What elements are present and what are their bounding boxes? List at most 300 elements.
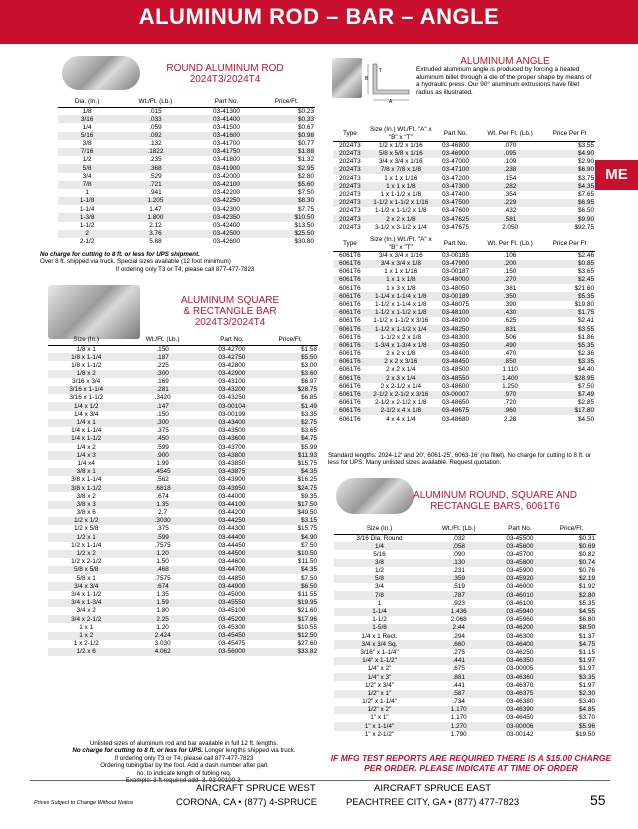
table-cell: 3/8 x 2	[76, 492, 96, 500]
table-row	[48, 509, 318, 517]
table-cell: 6061T6	[339, 268, 361, 276]
table-row	[334, 714, 596, 722]
table-cell: 2 x 2 x 1/8	[386, 350, 416, 358]
round-rod-note: Over 8 ft. shipped via truck. Special sizes available (12 foot minimum)	[40, 258, 231, 266]
table-cell: 2 x 2 x 1/8	[367, 215, 435, 223]
table-cell: 1-1/2 x 1-1/2 x 1/8	[367, 309, 435, 317]
table-cell: 03-43850	[218, 459, 246, 467]
table-row	[333, 199, 595, 207]
table-cell: 03-47625	[435, 215, 476, 223]
table-cell: 3-1/2 x 3-1/2 x 1/4	[375, 223, 427, 231]
table-cell: 03-42000	[212, 172, 240, 180]
table-cell: .368	[116, 164, 194, 172]
table-cell: .625	[503, 317, 517, 325]
table-cell: 1/8 x 2	[48, 370, 124, 378]
table-cell: 1 x 1 x 1/16	[384, 174, 418, 182]
table-row	[333, 309, 595, 317]
table-cell: .960	[476, 407, 544, 415]
table-cell: 03-43600	[201, 435, 263, 443]
table-cell: $6.85	[301, 394, 317, 402]
table-cell: $7.50	[578, 382, 594, 390]
table-cell: 03-48600	[442, 382, 470, 390]
diagram-label-t: T	[379, 68, 383, 74]
table-cell: $4.90	[263, 533, 318, 541]
diagram-label-b: B	[365, 76, 369, 82]
table-cell: 03-41600	[195, 132, 259, 140]
round-rod-title-line1: ROUND ALUMINUM ROD	[166, 63, 284, 74]
square-bar-note: Unlisted sizes of aluminum rod and bar available in full 12 ft. lengths.	[89, 740, 279, 747]
table-cell: $10.50	[258, 213, 315, 221]
table-cell: $21.60	[574, 284, 594, 292]
table-cell: 7/16	[58, 148, 116, 156]
table-cell: $4.85	[547, 706, 596, 714]
table-row	[48, 533, 318, 541]
table-row	[58, 197, 315, 205]
square-bar-title	[145, 295, 315, 328]
table-cell: $3.70	[579, 714, 595, 722]
table-cell: .225	[156, 361, 169, 369]
col-header: Wt./Ft. (Lb.)	[425, 523, 492, 534]
table-row	[334, 649, 596, 657]
table-cell: .106	[503, 252, 517, 260]
table-cell: 1.50	[156, 558, 169, 566]
table-cell: $3.55	[578, 142, 594, 150]
square-bar-notes	[34, 740, 334, 784]
table-cell: $0.74	[547, 559, 596, 567]
table-cell: .381	[503, 284, 517, 292]
table-cell: 2024T3	[333, 215, 367, 223]
table-row	[48, 623, 318, 631]
table-cell: 7/8 x 7/8 x 1/8	[367, 166, 435, 174]
table-row	[333, 374, 595, 382]
table-cell: .720	[503, 399, 517, 407]
angle-description: Extruded aluminum angle is produced by forcing a heated aluminum billet through a die of the proper shape by means of a hydraulic press. Our 90° aluminum extrusions have fillet radius as illustrated.	[416, 66, 592, 96]
table-cell: .354	[503, 190, 517, 198]
table-cell: $1.88	[258, 148, 315, 156]
table-cell: .470	[503, 350, 517, 358]
table-cell: 03-46400	[492, 640, 547, 648]
angle-2024-table	[333, 126, 595, 232]
table-cell: 03-45500	[506, 534, 534, 542]
table-cell: 03-00007	[435, 391, 476, 399]
table-header-row	[333, 236, 595, 252]
table-cell: 3/8 x 1-1/2	[48, 484, 124, 492]
table-row	[48, 460, 318, 468]
table-cell: 03-45200	[201, 615, 263, 623]
round-rod-notes	[40, 251, 330, 273]
table-row	[333, 207, 595, 215]
table-cell: 1/8	[82, 107, 92, 115]
table-cell: 3/16 Dia. Round	[356, 534, 403, 542]
table-cell: .519	[452, 583, 465, 591]
table-cell: .300	[124, 419, 200, 427]
table-cell: $5.35	[544, 292, 595, 300]
table-cell: $92.75	[574, 223, 594, 231]
table-cell: 2.12	[149, 221, 162, 229]
table-cell: 3/4	[82, 172, 92, 180]
table-cell: 4 x 4 x 1/4	[386, 415, 416, 423]
table-cell: 03-43900	[218, 476, 246, 484]
round-rod-note: If ordering only T3 or T4, please call 877-477-7823	[115, 265, 255, 273]
table-cell: $3.60	[263, 370, 318, 378]
table-cell: 1	[85, 189, 89, 197]
table-cell: $15.75	[297, 525, 317, 533]
table-cell: $5.96	[547, 722, 596, 730]
table-cell: 1.790	[450, 730, 467, 738]
table-cell: .562	[156, 476, 169, 484]
table-cell: 03-47500	[435, 199, 476, 207]
table-cell: 03-44450	[218, 541, 246, 549]
table-cell: $3.75	[578, 174, 594, 182]
table-cell: 3/4 x 3/4 Sq.	[334, 640, 425, 648]
table-cell: 5/8 x 5/8	[48, 566, 124, 574]
table-cell: 03-46010	[492, 591, 547, 599]
table-cell: 03-48450	[435, 358, 476, 366]
table-row	[334, 690, 596, 698]
table-row	[333, 366, 595, 374]
table-cell: .229	[476, 199, 544, 207]
table-cell: 1/2" x 1-1/4"	[362, 698, 397, 706]
table-cell: 03-47000	[442, 158, 470, 166]
table-cell: 03-45960	[506, 616, 534, 624]
table-cell: .3420	[154, 394, 171, 402]
table-cell: $7.65	[578, 190, 594, 198]
table-cell: .235	[149, 156, 162, 164]
square-bar-title-line3: 2024T3/2024T4	[194, 317, 266, 328]
table-cell: 1/4 x 2	[76, 443, 96, 451]
footer-east-title: AIRCRAFT SPRUCE EAST	[374, 783, 492, 794]
col-header: Wt. Per Ft. (Lb.)	[476, 126, 544, 142]
table-row	[48, 632, 318, 640]
col-header: Dia. (In.)	[58, 96, 116, 107]
table-cell: $7.75	[298, 205, 314, 213]
table-cell: $1.58	[301, 345, 317, 353]
table-row	[334, 591, 596, 599]
table-cell: 03-42250	[195, 197, 259, 205]
table-cell: .660	[425, 640, 492, 648]
table-cell: 1" x 2-1/2"	[364, 730, 395, 738]
table-cell: 03-48075	[442, 300, 470, 308]
table-cell: $2.90	[578, 158, 594, 166]
table-cell: $5.35	[544, 342, 595, 350]
table-cell: 1 x 1-1/2 x 1/8	[380, 190, 422, 198]
table-cell: .490	[476, 342, 544, 350]
table-row	[48, 394, 318, 402]
table-cell: $9.35	[301, 492, 317, 500]
table-cell: 03-46250	[506, 648, 534, 656]
table-row	[333, 142, 595, 150]
table-cell: 03-44000	[218, 492, 246, 500]
table-row	[334, 616, 596, 624]
table-row	[334, 583, 596, 591]
table-cell: $6.80	[579, 616, 595, 624]
table-cell: 1.35	[156, 590, 169, 598]
table-row	[48, 582, 318, 590]
table-row	[334, 600, 596, 608]
table-cell: .970	[476, 391, 544, 399]
table-cell: $16.25	[297, 476, 317, 484]
table-cell: 1/4 x4	[77, 459, 95, 467]
table-cell: 3/16 x 3/4	[72, 378, 101, 386]
table-cell: 3/8 x 1-1/4	[71, 476, 102, 484]
table-row	[333, 166, 595, 174]
table-row	[334, 575, 596, 583]
table-cell: .881	[425, 673, 492, 681]
table-cell: 1/4 x 1-1/2	[48, 435, 124, 443]
table-cell: 03-44900	[201, 582, 263, 590]
table-row	[48, 353, 318, 361]
table-cell: 03-43700	[218, 443, 246, 451]
table-cell: $3.40	[579, 698, 595, 706]
table-cell: 1.170	[450, 714, 467, 722]
table-row	[333, 158, 595, 166]
table-cell: $4.50	[578, 415, 594, 423]
table-row	[48, 591, 318, 599]
table-cell: .674	[156, 492, 169, 500]
table-row	[58, 123, 315, 131]
table-cell: 1/2 x 1	[48, 533, 124, 541]
table-cell: 03-42100	[195, 181, 259, 189]
table-cell: 1/2" x 3/4"	[364, 681, 395, 689]
table-cell: $2.75	[263, 419, 318, 427]
table-cell: 2 x 2 x 3/16	[367, 358, 435, 366]
table-cell: 1 x 1	[79, 623, 94, 631]
table-cell: .850	[476, 358, 544, 366]
table-cell: .070	[503, 142, 517, 150]
table-cell: 03-43400	[201, 419, 263, 427]
section-tab[interactable]: ME	[595, 160, 638, 190]
table-cell: $4.75	[547, 640, 596, 648]
table-cell: $7.49	[544, 391, 595, 399]
table-cell: 2.28	[503, 415, 517, 423]
table-cell: $3.35	[544, 358, 595, 366]
table-cell: $4.75	[263, 435, 318, 443]
col-header: Part No.	[435, 236, 476, 252]
table-cell: $1.97	[579, 665, 595, 673]
table-cell: 5/16	[58, 132, 116, 140]
col-header: Price/Ft.	[263, 334, 318, 345]
table-cell: 1 x 1 x 1/8	[367, 276, 435, 284]
col-header: Size (In.) Wt./Ft. "A" x "B" x "T"	[367, 236, 435, 252]
table-cell: 1.80	[156, 607, 169, 615]
table-cell: 1/4 x 1	[48, 419, 124, 427]
table-cell: 03-48350	[435, 342, 476, 350]
table-row	[334, 673, 596, 681]
table-row	[48, 517, 318, 525]
table-cell: 3/4 x 3/4	[48, 582, 124, 590]
table-row	[48, 648, 318, 656]
table-cell: $0.77	[298, 140, 314, 148]
round-6061-table	[334, 523, 596, 739]
table-cell: .587	[425, 690, 492, 698]
table-cell: 2-1/2 x 4 x 1/8	[367, 407, 435, 415]
table-header-row	[334, 523, 596, 534]
table-cell: $4.40	[578, 366, 594, 374]
table-cell: 1/4" x 2"	[367, 665, 392, 673]
table-cell: 2-1/2 x 2-1/2 x 1/8	[375, 399, 427, 407]
table-row	[48, 468, 318, 476]
table-cell: 1 x 2	[48, 632, 124, 640]
table-cell: 03-45920	[492, 575, 547, 583]
table-cell: 1-1/2 x 2 x 1/8	[380, 333, 422, 341]
table-cell: .6818	[124, 484, 200, 492]
table-cell: 3/8 x 1	[48, 468, 124, 476]
table-cell: .154	[503, 174, 517, 182]
table-cell: 2024T3	[339, 142, 361, 150]
square-bar-note: If ordering only T3 or T4, please call 877-477-7823	[114, 754, 254, 762]
table-cell: $11.55	[297, 590, 317, 598]
table-cell: .581	[476, 215, 544, 223]
table-cell: 1" x 1-1/4"	[334, 722, 425, 730]
table-cell: $0.76	[579, 567, 595, 575]
square-bar-note: Example: 3 ft required add -3, 03-00100-3.	[125, 777, 243, 785]
table-cell: 3/8	[334, 559, 425, 567]
table-cell: .032	[452, 534, 465, 542]
table-cell: 1.110	[502, 366, 518, 374]
col-header: Wt. Per Ft. (Lb.)	[476, 236, 544, 252]
table-row	[333, 284, 595, 292]
table-cell: 2 x 3 x 1/4	[367, 374, 435, 382]
table-cell: 1-1/4	[79, 205, 95, 213]
table-cell: .734	[452, 698, 465, 706]
table-cell: 03-44200	[218, 509, 246, 517]
table-row	[48, 607, 318, 615]
table-cell: 3/8 x 6	[76, 509, 96, 517]
table-cell: .1822	[116, 148, 194, 156]
table-cell: 03-43250	[218, 394, 246, 402]
table-cell: .238	[476, 166, 544, 174]
table-row	[48, 542, 318, 550]
table-cell: 1/4 x 1/2	[48, 402, 124, 410]
table-row	[334, 624, 596, 632]
table-cell: .015	[149, 107, 162, 115]
table-cell: 1/8 x 1-1/4	[48, 353, 124, 361]
table-cell: 03-44400	[201, 533, 263, 541]
table-cell: $4.55	[547, 608, 596, 616]
table-row	[48, 574, 318, 582]
table-cell: 3/16	[58, 115, 116, 123]
table-cell: 1/4 x 3	[48, 451, 124, 459]
table-cell: .506	[503, 333, 517, 341]
table-cell: .275	[452, 648, 465, 656]
angle-title: ALUMINUM ANGLE	[460, 56, 550, 67]
table-cell: 3/4	[375, 583, 384, 591]
table-cell: 3/16 x 1-1/4	[48, 386, 124, 394]
table-cell: 03-48050	[442, 284, 470, 292]
table-row	[48, 345, 318, 353]
table-cell: 03-41500	[212, 123, 240, 131]
table-cell: .300	[124, 370, 200, 378]
table-cell: $0.98	[258, 132, 315, 140]
table-cell: 1-1/2	[372, 616, 387, 624]
square-bar-note-line	[34, 747, 334, 754]
table-cell: $2.46	[578, 252, 594, 260]
table-row	[58, 140, 315, 148]
table-cell: 2 x 2-1/2 x 1/4	[380, 382, 422, 390]
table-cell: 03-42300	[212, 205, 240, 213]
table-row	[58, 238, 315, 246]
table-cell: 1/2 x 5/8	[73, 525, 99, 533]
table-cell: $19.80	[574, 300, 594, 308]
table-cell: 03-46450	[506, 714, 534, 722]
col-header: Part No.	[492, 523, 547, 534]
table-cell: 03-00005	[506, 665, 534, 673]
table-cell: 3/4 x 2	[76, 607, 96, 615]
table-cell: 1/2 x 2-1/2	[71, 558, 102, 566]
table-cell: 1/2	[82, 156, 92, 164]
table-cell: .033	[116, 115, 194, 123]
table-row	[334, 665, 596, 673]
table-cell: .187	[124, 353, 200, 361]
table-row	[334, 640, 596, 648]
angle-6061-table	[333, 236, 595, 423]
table-cell: .599	[156, 443, 169, 451]
table-cell: 3/4 x 2-1/2	[48, 615, 124, 623]
table-cell: $3.65	[301, 427, 317, 435]
table-cell: $3.00	[301, 361, 317, 369]
table-cell: 1/4	[334, 542, 425, 550]
table-cell: .095	[476, 150, 544, 158]
table-cell: .430	[476, 309, 544, 317]
table-cell: .468	[124, 566, 200, 574]
table-cell: 03-46000	[506, 583, 534, 591]
col-header: Price/Ft.	[258, 96, 315, 107]
table-row	[334, 731, 596, 739]
table-cell: $17.50	[263, 501, 318, 509]
table-cell: 03-41400	[195, 115, 259, 123]
table-cell: 4.062	[124, 648, 200, 656]
table-row	[333, 407, 595, 415]
table-cell: 03-43100	[218, 378, 246, 386]
table-cell: $28.75	[263, 386, 318, 394]
table-row	[48, 550, 318, 558]
table-cell: $21.60	[297, 607, 317, 615]
table-cell: 1/2" x 1"	[334, 690, 425, 698]
table-cell: 03-00199	[218, 410, 246, 418]
table-row	[333, 276, 595, 284]
table-cell: 1.205	[116, 197, 194, 205]
table-cell: .294	[452, 632, 465, 640]
table-cell: 03-42900	[201, 370, 263, 378]
table-cell: $2.85	[578, 399, 594, 407]
table-cell: $3.15	[263, 517, 318, 525]
table-cell: 1-3/4 x 1-3/4 x 1/8	[367, 342, 435, 350]
table-cell: .441	[452, 681, 465, 689]
table-cell: 1/2 x 2	[48, 550, 124, 558]
table-cell: 2.050	[502, 223, 519, 231]
table-cell: 6061T6	[339, 300, 361, 308]
table-row	[333, 358, 595, 366]
table-cell: 03-42350	[195, 213, 259, 221]
mfg-test-note	[326, 753, 616, 773]
table-cell: 03-47300	[435, 182, 476, 190]
table-cell: 03-46375	[492, 690, 547, 698]
table-row	[334, 698, 596, 706]
table-cell: $11.93	[263, 451, 318, 459]
angle-diagram	[365, 60, 415, 104]
col-header: Price Per Ft	[544, 126, 595, 142]
table-cell: 2024T3	[333, 166, 367, 174]
table-cell: 6061T6	[333, 276, 367, 284]
table-cell: 03-46100	[506, 599, 534, 607]
table-row	[48, 361, 318, 369]
table-row	[58, 189, 315, 197]
table-cell: 03-48000	[435, 276, 476, 284]
table-cell: 3/4 x 3/4 x 1/16	[378, 252, 423, 260]
table-row	[333, 383, 595, 391]
round-6061-title-line1: ALUMINUM ROUND, SQUARE AND	[413, 490, 577, 501]
round-rod-note-bold: No charge for cutting to 8 ft. or less for UPS shipment.	[40, 251, 200, 258]
